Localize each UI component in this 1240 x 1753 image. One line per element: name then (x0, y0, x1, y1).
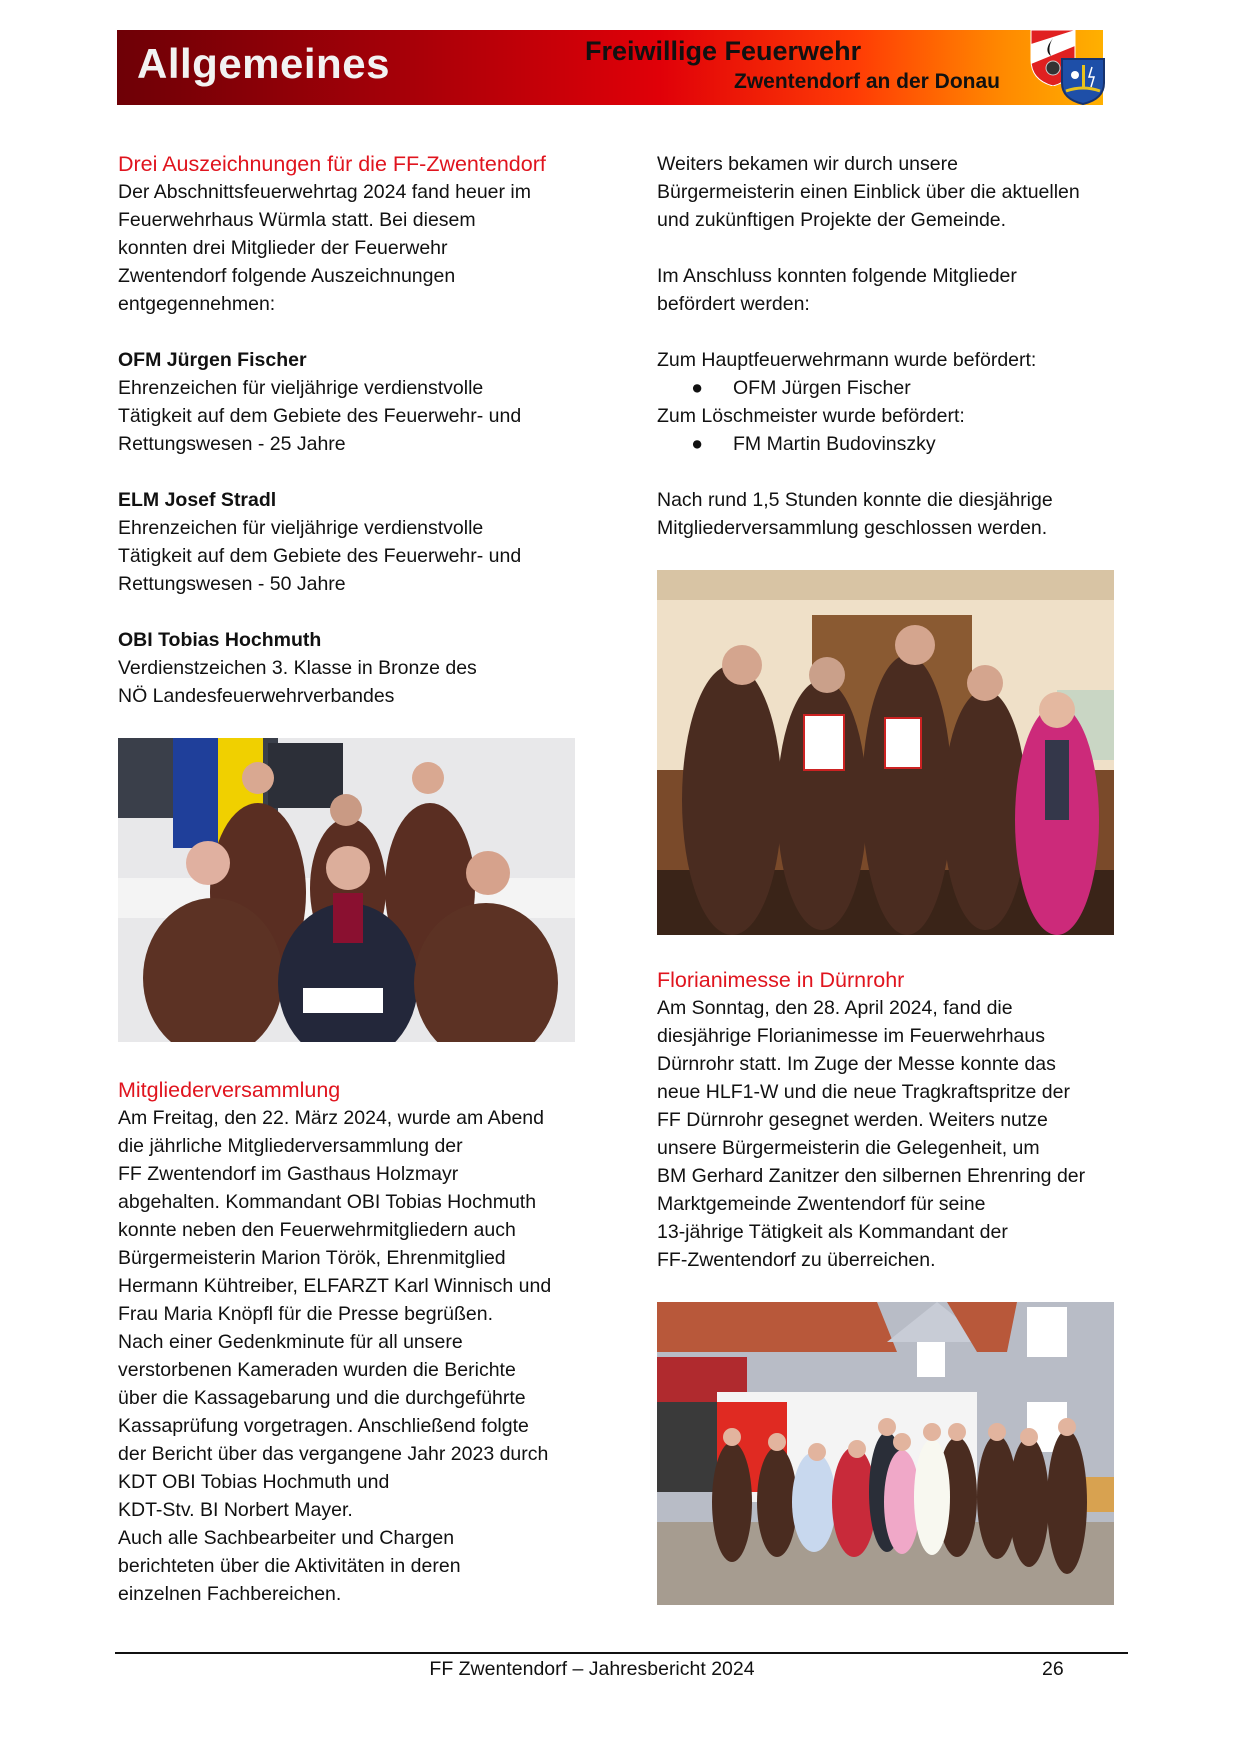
text-line: Tätigkeit auf dem Gebiete des Feuerwehr- und (118, 545, 522, 567)
footer-divider (115, 1652, 1128, 1654)
award-recipient-name: OBI Tobias Hochmuth (118, 629, 322, 651)
promoted-member: OFM Jürgen Fischer (733, 377, 911, 399)
text-line: über die Kassagebarung und die durchgeführte (118, 1387, 526, 1409)
text-line: Hermann Kühtreiber, ELFARZT Karl Winnisch und (118, 1275, 552, 1297)
text-line: Marktgemeinde Zwentendorf für seine (657, 1193, 986, 1215)
text-line: Frau Maria Knöpfl für die Presse begrüßen. (118, 1303, 494, 1325)
award-entry (118, 346, 598, 458)
text-line: Verdienstzeichen 3. Klasse in Bronze des (118, 657, 477, 679)
text-line: BM Gerhard Zanitzer den silbernen Ehrenring der (657, 1165, 1086, 1187)
text-line: befördert werden: (657, 293, 810, 315)
text-line: FF Zwentendorf im Gasthaus Holzmayr (118, 1163, 459, 1185)
section-title: Allgemeines (137, 40, 390, 87)
text-line: Rettungswesen - 50 Jahre (118, 573, 346, 595)
right-column-lower (657, 966, 1147, 1274)
municipality-coat-of-arms-icon (1060, 57, 1106, 105)
text-line: Rettungswesen - 25 Jahre (118, 433, 346, 455)
left-column (118, 150, 598, 710)
text-line: Mitgliederversammlung geschlossen werden. (657, 517, 1048, 539)
text-line: konnte neben den Feuerwehrmitgliedern auch (118, 1219, 516, 1241)
text-line: Auch alle Sachbearbeiter und Chargen (118, 1527, 455, 1549)
text-line: konnten drei Mitglieder der Feuerwehr (118, 237, 448, 259)
promotion-rank: Zum Löschmeister wurde befördert: (657, 405, 965, 427)
text-line: abgehalten. Kommandant OBI Tobias Hochmuth (118, 1191, 537, 1213)
text-line: Nach einer Gedenkminute für all unsere (118, 1331, 463, 1353)
text-line: unsere Bürgermeisterin die Gelegenheit, um (657, 1137, 1040, 1159)
promotion-rank: Zum Hauptfeuerwehrmann wurde befördert: (657, 349, 1037, 371)
text-line: Ehrenzeichen für vieljährige verdienstvolle (118, 517, 484, 539)
text-line: Bürgermeisterin einen Einblick über die aktuellen (657, 181, 1080, 203)
text-line: neue HLF1-W und die neue Tragkraftspritze der (657, 1081, 1070, 1103)
awards-intro (118, 178, 598, 318)
text-line: verstorbenen Kameraden wurden die Berichte (118, 1359, 516, 1381)
text-line: KDT OBI Tobias Hochmuth und (118, 1471, 390, 1493)
right-column (657, 150, 1137, 542)
footer-title: FF Zwentendorf – Jahresbericht 2024 (429, 1658, 755, 1680)
page-number: 26 (1042, 1658, 1064, 1680)
article-heading-members-meeting: Mitgliederversammlung (118, 1078, 341, 1102)
article-heading-florianimesse: Florianimesse in Dürnrohr (657, 968, 905, 992)
bullet-icon: ● (691, 377, 703, 399)
promoted-members-with-certificates-photo (657, 570, 1114, 935)
award-entry (118, 626, 598, 710)
bullet-icon: ● (691, 433, 703, 455)
organization-location: Zwentendorf an der Donau (734, 70, 1001, 93)
text-line: 13-jährige Tätigkeit als Kommandant der (657, 1221, 1008, 1243)
text-line: Feuerwehrhaus Würmla statt. Bei diesem (118, 209, 476, 231)
text-line: FF-Zwentendorf zu überreichen. (657, 1249, 936, 1271)
text-line: Am Sonntag, den 28. April 2024, fand die (657, 997, 1013, 1019)
text-line: Tätigkeit auf dem Gebiete des Feuerwehr- und (118, 405, 522, 427)
text-line: diesjährige Florianimesse im Feuerwehrhaus (657, 1025, 1046, 1047)
text-line: Am Freitag, den 22. März 2024, wurde am Abend (118, 1107, 544, 1129)
left-column-lower (118, 1076, 598, 1608)
text-line: und zukünftigen Projekte der Gemeinde. (657, 209, 1007, 231)
promotion-list-item (657, 374, 1137, 402)
text-line: Nach rund 1,5 Stunden konnte die diesjährige (657, 489, 1053, 511)
text-line: Dürnrohr statt. Im Zuge der Messe konnte das (657, 1053, 1056, 1075)
text-line: Der Abschnittsfeuerwehrtag 2024 fand heuer im (118, 181, 531, 203)
article-heading-awards: Drei Auszeichnungen für die FF-Zwentendorf (118, 152, 546, 176)
promoted-member: FM Martin Budovinszky (733, 433, 936, 455)
text-line: Zwentendorf folgende Auszeichnungen (118, 265, 456, 287)
text-line: Kassaprüfung vorgetragen. Anschließend folgte (118, 1415, 529, 1437)
text-line: KDT-Stv. BI Norbert Mayer. (118, 1499, 353, 1521)
text-line: die jährliche Mitgliederversammlung der (118, 1135, 463, 1157)
florianimesse-group-photo (657, 1302, 1114, 1605)
award-recipient-name: ELM Josef Stradl (118, 489, 277, 511)
promotion-list-item (657, 430, 1137, 458)
text-line: der Bericht über das vergangene Jahr 2023 durch (118, 1443, 549, 1465)
organization-name: Freiwillige Feuerwehr (585, 36, 862, 66)
text-line: berichteten über die Aktivitäten in deren (118, 1555, 461, 1577)
header-banner (117, 30, 1103, 105)
text-line: einzelnen Fachbereichen. (118, 1583, 342, 1605)
text-line: Im Anschluss konnten folgende Mitglieder (657, 265, 1017, 287)
text-line: FF Dürnrohr gesegnet werden. Weiters nutze (657, 1109, 1048, 1131)
award-entry (118, 486, 598, 598)
text-line: NÖ Landesfeuerwehrverbandes (118, 685, 395, 707)
text-line: entgegennehmen: (118, 293, 276, 315)
text-line: Bürgermeisterin Marion Török, Ehrenmitglied (118, 1247, 506, 1269)
text-line: Weiters bekamen wir durch unsere (657, 153, 958, 175)
text-line: Ehrenzeichen für vieljährige verdienstvolle (118, 377, 484, 399)
award-recipients-group-photo (118, 738, 575, 1042)
award-recipient-name: OFM Jürgen Fischer (118, 349, 307, 371)
